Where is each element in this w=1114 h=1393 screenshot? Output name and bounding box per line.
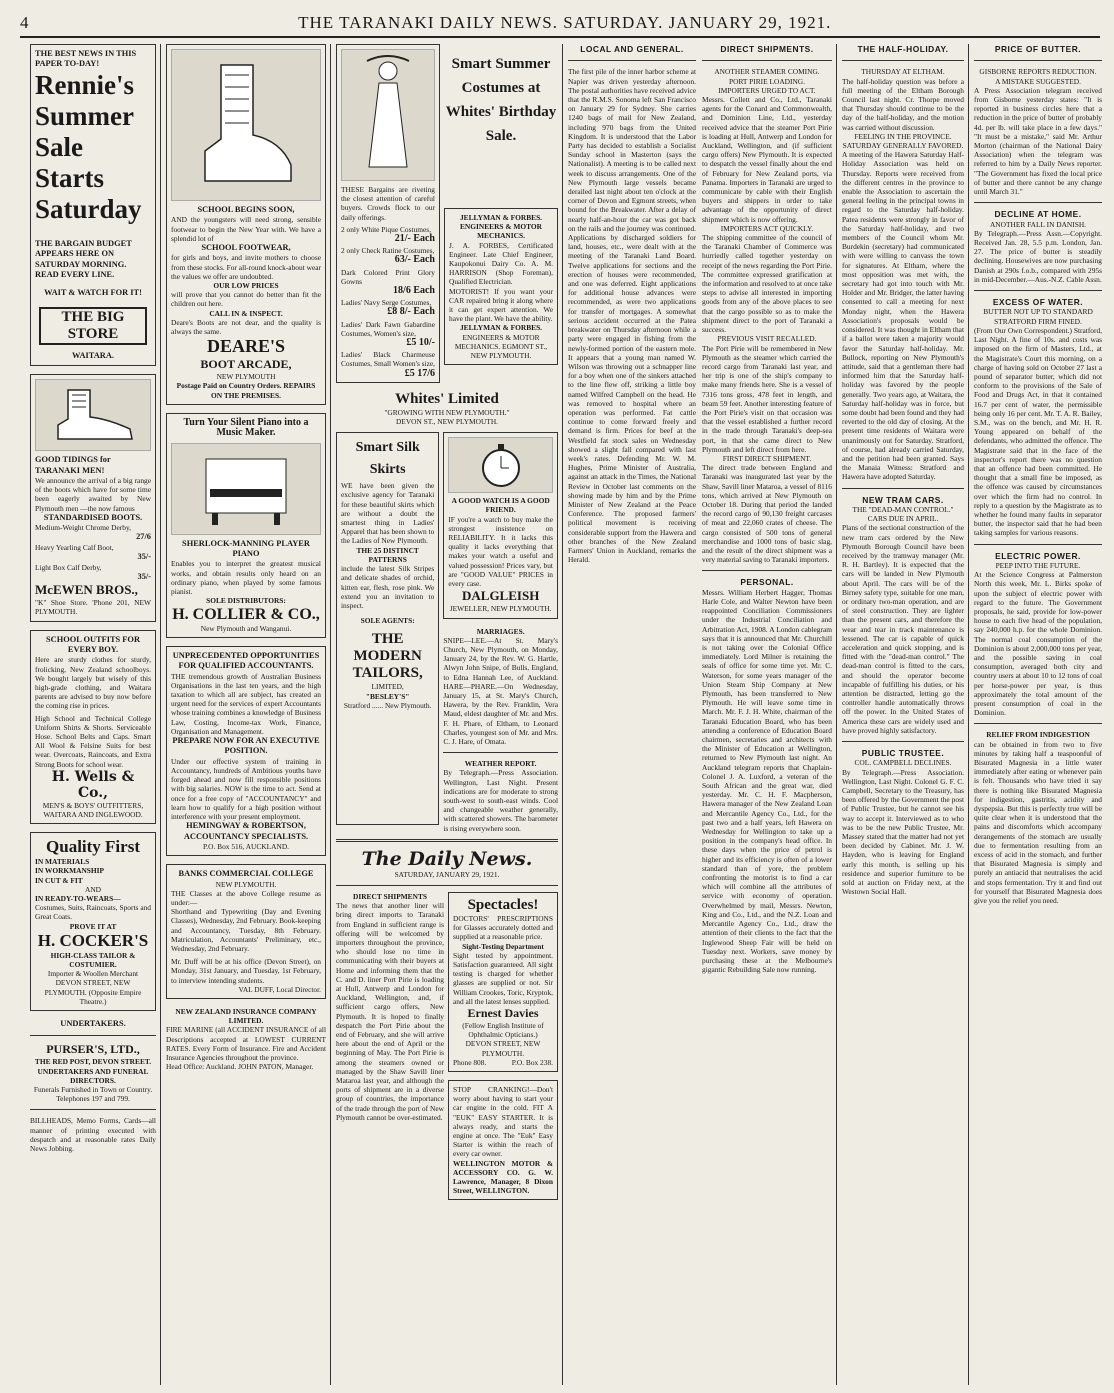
ad-address: "K" Shoe Store. 'Phone 201, NEW PLYMOUTH. (35, 598, 151, 617)
section-heading: DECLINE AT HOME. (994, 209, 1082, 220)
ad-body: SOLE DISTRIBUTORS: (206, 596, 286, 606)
subheading: BUTTER NOT UP TO STANDARD (983, 307, 1093, 317)
ad-heading: Smart Silk Skirts (355, 440, 420, 478)
subheading: PREVIOUS VISIT RECALLED. (717, 334, 817, 344)
price: 35/- (137, 571, 151, 581)
marriages-body: SNIPE—LEE.—At St. Mary's Church, New Plymouth, on Monday, January 24, by the Rev. W. G. Hartle, Alwyn John Snipe, of Bulls, England, to Edna Hannah Lee, of Auckland. HARE—PHARE.—On Wednesday, January 15, at St. Mary's Church, Hawera, by the Rev. Franklin, Vera Maud, eldest daughter of Mr. and Mrs. F. H. Phare, of Eltham, to Leonard Charles, youngest son of Mr. and Mrs. C. J. Hare, of Omata. (443, 635, 558, 746)
column-2 (166, 44, 326, 1385)
price-list-item (341, 246, 435, 264)
masthead-title: THE TARANAKI DAILY NEWS. SATURDAY. JANUARY 29, 1921. (298, 13, 832, 32)
article-body: The Port Pirie will be remembered in New Plymouth as the steamer which carried the record cargo from Taranaki last year, and her trip is one of the ship's company to make many friends here. She is a vessel of 7316 tons gross, 478 feet in length, and beam 59 feet. Another interesting feature of the Port Pirie's visit on that occasion was that the vessel established a further record in the trade through Taranaki's deep-sea port, in that she came direct to New Plymouth and left direct from here. (702, 343, 832, 454)
whites-ad (336, 44, 440, 383)
big-store-ad (30, 44, 156, 366)
ad-address: New Plymouth and Wanganui. (200, 623, 292, 633)
section-heading: LOCAL AND GENERAL. (580, 44, 684, 54)
editorial (336, 892, 444, 1208)
subheading: GISBORNE REPORTS REDUCTION. (979, 67, 1097, 77)
ad-advertiser: McEWEN BROS., (35, 582, 138, 598)
spectacles-ad (448, 892, 558, 1072)
ad-advertiser: THE MODERN TAILORS, (352, 631, 423, 682)
item-description: 2 only Check Ratine Costumes, (341, 246, 435, 256)
column-5 (842, 44, 964, 1385)
ad-product: SHERLOCK-MANNING PLAYER PIANO (182, 538, 310, 559)
billheads-ad: BILLHEADS, Memo Forms, Cards—all manner of printing executed with despatch and at reasonable rates Daily News Jobbing. (30, 1116, 156, 1154)
lady-figure-image (341, 49, 435, 181)
headline-line: Summer (35, 100, 134, 131)
headline-line: Saturday (35, 193, 142, 224)
local-general (568, 44, 696, 1385)
headline-line: Rennie's (35, 69, 135, 100)
price-list (341, 225, 435, 378)
jellyman-ad (444, 208, 558, 365)
section-heading: PERSONAL. (740, 577, 794, 588)
column-rule (968, 44, 969, 1385)
headline-line: Sale (35, 131, 84, 162)
ad-heading: Spectacles! (467, 896, 539, 913)
ad-advertiser: Ernest Davies (467, 1006, 539, 1020)
ad-body: OUR LOW PRICES (213, 281, 279, 291)
newspaper-nameplate: The Daily News. (361, 847, 533, 870)
ad-body: WE have been given the exclusive agency for Taranaki for these beautiful skirts which are without a doubt the smartest thing in Ladies' Apparel that has been shown to the Ladies of New Plymouth. (341, 481, 435, 546)
column-1 (30, 44, 156, 1385)
article-body: At the Science Congress at Palmerston North this week, Mr. L. Birks spoke of upon the subject of electric power with regard to the future. The Government proposals, he said, provide for low-power house to each five head of the population, say 240,000 h.p. for the whole Dominion. The normal coal consumption of the Dominion is about 2,000,000 tons per year, and the possible saving in coal consumption, averaged both city and country users at about 10 to 12 tons of coal per horse-power per year, is thus approximately the total amount of the present consumption of coal in the Dominion. (974, 570, 1102, 718)
ad-tagline: "GROWING WITH NEW PLYMOUTH." (384, 407, 510, 417)
ad-body: AND the youngsters will need strong, sensible footwear to begin the New Year with. We have a splendid lot of (171, 215, 321, 243)
subheading: FEELING IN THE PROVINCE. (854, 131, 952, 141)
price-list-item (341, 268, 435, 296)
ad-heading: SCHOOL OUTFITS FOR EVERY BOY. (45, 634, 140, 654)
ad-body: Shorthand and Typewriting (Day and Evening Classes), Wednesday, 2nd February. Book-keeping and Accountancy, Tuesday, 8th February. Matriculation, Accountants' Preliminary, etc., Wednesday, 2nd February. (171, 907, 321, 954)
subheading: COL. CAMPBELL DECLINES. (854, 758, 952, 768)
price: 35/- (137, 552, 151, 562)
article-body: (From Our Own Correspondent.) Stratford, Last Night. A fine of 10s. and costs was imposed on the firm of Masters, Ltd., at the Magistrate's Court this morning, on a charge of having sold on October 27 last a pound of separator butter, which did not conform to the provisions of the Sale of Food and Drugs Act, in that it contained 16.7 per cent of water, the permissible being only 16 per cent. Mr. T. A. R. Bailey, S.M., was on the bench, and Mr. H. R. Young appeared on behalf of the defendants, who admitted the offence. The Magistrate said that in the face of the inspector's report there was no question that an offence had been committed. He thought that a small fine be imposed, as the offence was caused by circumstances over which the firm had no control. In reply to a question by the Magistrate as to whether he found many faults in separator butter, the inspector said that he had been taking samples for various reasons. (974, 325, 1102, 538)
subheading: ANOTHER FALL IN DANISH. (989, 219, 1087, 229)
shoe-image (171, 49, 321, 201)
ad-address: Stratford ...... New Plymouth. (343, 700, 432, 710)
ad-heading: Smart Summer Costumes at Whites' Birthday Sale. (445, 56, 557, 144)
ad-product: SCHOOL FOOTWEAR, (201, 243, 291, 253)
column-rule (160, 44, 161, 1385)
ad-advertiser: HEMINGWAY & ROBERTSON, ACCOUNTANCY SPECIALISTS. (183, 821, 309, 841)
price-list-item (341, 350, 435, 378)
price-list-item (341, 225, 435, 243)
ad-address: JEWELLER, NEW PLYMOUTH. (449, 604, 552, 614)
piano-image (171, 443, 321, 535)
ad-heading: UNDERTAKERS. (60, 1019, 126, 1029)
ad-body: Mr. Duff will be at his office (Devon Street), on Monday, 31st January, and Tuesday, 1st February, to interview intending students. (171, 957, 321, 985)
collier-ad (166, 413, 326, 638)
ad-heading: A GOOD WATCH IS A GOOD FRIEND. (451, 496, 550, 515)
news-column-3b (443, 432, 558, 833)
ad-body: STOP CRANKING!—Don't worry about having to start your car engine in the cold. FIT A "EUK" EASY STARTER. It is always ready, and starts the engine at once. The "Euk" Easy Starter is within the reach of every car owner. (453, 1085, 553, 1159)
silk-skirts-ad (336, 432, 439, 825)
ad-body: will prove that you cannot do better than fit the children out here. (171, 290, 321, 309)
issue-date: SATURDAY, JANUARY 29, 1921. (394, 869, 500, 879)
article-body: The direct trade between England and Taranaki was inaugurated last year by the Shaw, Savill liner Mataroa, a vessel of 8116 tons, which arrived at New Plymouth on October 18. During that period the landed the record cargo of 90,130 freight carcases of meat and 22,060 crates of cheese. The cargo consisted of 500 tons of general merchandise and 1000 tons of basic slag, and the result of the direct shipment was a very material saving to Taranaki importers. (702, 463, 832, 565)
insurance-ad (166, 1007, 326, 1071)
mcewen-ad (30, 374, 156, 621)
ad-address: THE RED POST, DEVON STREET. (34, 1057, 152, 1067)
ad-address: Importer & Woollen Merchant DEVON STREET, NEW PLYMOUTH. (Opposite Empire Theatre.) (44, 969, 142, 1006)
ad-body: Under our effective system of training in Accountancy, hundreds of Ambitious youths have forged ahead and now fill responsible positions with big salaries. NOW is the time to act. Send at once for a free copy of "ACCOUNTANCY" and learn how to qualify for a high position without interference with your present employment. (171, 756, 321, 821)
masthead (20, 10, 1100, 38)
watch-image (448, 437, 553, 493)
banks-college-ad (166, 864, 326, 999)
section-heading: PRICE OF BUTTER. (994, 44, 1082, 54)
ad-heading: Quality First (46, 837, 140, 857)
deare-ad (166, 44, 326, 405)
subheading: PEEP INTO THE FUTURE. (995, 560, 1081, 570)
ad-body: High School and Technical College Uniform Shirts & Shorts. Serviceable Hose. School Belts and Caps. Smart All Wool & Felsine Suits for best wear. Overcoats, Raincoats, and Extra Strong Boots for school wear. (35, 713, 151, 769)
item-price: 18/6 Each (393, 285, 435, 297)
ad-body: Funerals Furnished in Town or Country. Telephones 197 and 799. (33, 1085, 153, 1104)
ad-body: HIGH-CLASS TAILOR & COSTUMIER. (50, 950, 136, 969)
item-description: 2 only White Pique Costumes, (341, 224, 431, 234)
article-body: can be obtained in from two to five minutes by taking half a teaspoonful of Bisurated Magnesia in a little water immediately after eating or whenever pain is felt. Thousands who have tried it say there is nothing like Bisurated Magnesia for indigestion, gastritis, acidity and dyspepsia. But this is perfectly true will be quite clear when it is understood that the pains and discomforts which accompany derangements of the stomach are usually due to fermentation resulting from an excess of acid in the stomach, and further that Bisurated Magnesia is simply and purely an antiacid that neutralises the acid and stops fermentation. Try it and find out for yourself that Bisurated Magnesia does give you the relief you need. (974, 739, 1102, 906)
subheading: FIRST DIRECT SHIPMENT. (722, 453, 812, 463)
ad-box: P.O. Box 238. (511, 1057, 553, 1067)
ad-body: PROVE IT AT (69, 921, 117, 931)
ad-signature: VAL DUFF, Local Director. (238, 984, 321, 994)
subheading: SATURDAY GENERALLY FAVORED. (842, 141, 964, 151)
subheading: THE "DEAD-MAN CONTROL." (852, 504, 954, 514)
section-heading: EXCESS OF WATER. (992, 297, 1084, 308)
cocker-ad (30, 832, 156, 1011)
ad-body: LIMITED, (371, 682, 404, 692)
ad-body: Heavy Yearling Calf Boot, (35, 542, 114, 552)
whites-ad-col (336, 44, 440, 391)
section-heading: PUBLIC TRUSTEE. (861, 748, 945, 759)
ad-heading: JELLYMAN & FORBES. ENGINEERS & MOTOR MECHANICS. (459, 213, 543, 241)
hemingway-ad (166, 646, 326, 856)
shoe-icon (191, 55, 301, 195)
item-price: 21/- Each (394, 233, 435, 245)
price-list-item (341, 320, 435, 348)
wells-ad (30, 630, 156, 825)
ad-body: THE Classes at the above College resume as under:— (171, 888, 321, 907)
subheading: IMPORTERS ACT QUICKLY. (720, 223, 814, 233)
ad-heading: SCHOOL BEGINS SOON, (197, 205, 295, 214)
page-number: 4 (20, 13, 30, 32)
item-price: £8 8/- Each (387, 306, 435, 318)
column-rule (330, 44, 331, 1385)
motor-accessory-ad (448, 1080, 558, 1200)
ad-body: THESE Bargains are riveting the closest attention of careful buyers. Crowds flock to our daily offerings. (341, 185, 435, 222)
column-4 (568, 44, 832, 1385)
ad-body: FIRE MARINE (all ACCIDENT INSURANCE of all Descriptions accepted at LOWEST CURRENT RATES. Every Form of Insurance. Fire and Accident Insurance Agencies throughout the province. (166, 1025, 326, 1063)
ad-body: Postage Paid on Country Orders. REPAIRS ON THE PREMISES. (176, 381, 316, 400)
item-price: £5 17/6 (404, 367, 435, 379)
article-body: The shipping committee of the council of the Taranaki Chamber of Commerce was hurriedly called together yesterday on receipt of the news regarding the Port Pirie. The committee expressed gratification at the information and resolved to at once take steps to advise all interested in importing goods from any of the above places to see that the cargo possible so as to make the shipment direct to the port of Taranaki a success. (702, 233, 832, 335)
ad-body: PREPARE NOW FOR AN EXECUTIVE POSITION. (172, 735, 320, 756)
local-general-body: The first pile of the inner harbor scheme at Napier was driven yesterday afternoon. The postal authorities have received advice that the R.M.S. Sonoma left San Francisco on January 29 for Sydney. She carries 1240 bags of mail for New Zealand, including 970 bags from the United Kingdom. It is understood that the Labor Party has decided to establish a Socialist Sunday school in Masterton (says the Nationalist). A meeting is to be called next week to discuss arrangements. One of the New Plymouth large vessels became derailed last night about ten o'clock at the corner of Devon and Egmont streets, when bound for the Breakwater. After a delay of nearly half-an-hour the car was got back on the rails and the journey was continued. Applications by discharged soldiers for land, houses, etc., were dealt with at the meeting of the Taranaki Land Board. Twelve applications for sections and the erection of houses were recommended, and one was deferred. Eight applications for additional house advances were recommended, as were two applications for transfer of mortgages. A somewhat serious accident occurred at the Patea breakwater on Thursday afternoon while a party were engaged in fishing from the newly-formed portion of the eastern mole. It appears that a young man named W. Wilson was throwing out a schnapper line for a boy when one of the sinkers attached to the line flew off, striking a little boy named Wilfred Campbell on the head. He was removed to hospital where an operation was performed. Fat cattle continue to come forward freely and demand is firm. Prices for beef at the Westfield fat stock sales on Wednesday showed a slight fall compared with last week's rates. Defending Mr. W. M. Hughes, Prime Minister of Australia, against an attack in the Times, the National Review in October last comments on the showing made by him and by the Prime Minister of New Zealand at the Peace Conference. The proposed farmers' political movement is receiving considerable support from the Hawera and other branches of the New Zealand Farmers' Union in Auckland, remarks the Herald. (568, 67, 696, 565)
ad-body: THE 25 DISTINCT PATTERNS (356, 545, 419, 564)
column-3 (336, 44, 558, 1385)
section-heading: MARRIAGES. (476, 626, 525, 636)
ad-advertiser: WELLINGTON MOTOR & ACCESSORY CO. G. W. Lawrence, Manager, 8 Dixon Street, WELLINGTON. (453, 1158, 553, 1196)
ad-town: WAITARA. (72, 350, 114, 360)
ad-heading: UNPRECEDENTED OPPORTUNITIES FOR QUALIFIED ACCOUNTANTS. (172, 650, 320, 671)
whites-ad-heading-col (444, 44, 558, 391)
boot-image (35, 379, 151, 451)
item-description: Dark Colored Print Glory Gowns (341, 267, 435, 286)
personal-body: Messrs. William Herbert Hagger, Thomas Harle Cole, and Walter Newton have been reappointed Conciliation Commissioners under the Industrial Conciliation and Arbitration Act, 1908. A London cablegram says that it is announced that Mr. Churchill is not taking over the Colonial Office immediately. Lord Milner is retaining the seals of office for some time yet. Mr. C. Waterson, for some years manager of the Union Steam Ship Company at New Plymouth, has been transferred to New Plymouth. He will leave some time in March. Mr. F. J. H. White, chairman of the Taranaki Education Board, who has been attending a conference of Education Board chairmen, secretaries and architects with the Minister of Education at Wellington, returned to New Plymouth last night. An Auckland telegram reports that Chaplain-Colonel J. A. Luxford, a veteran of the South African and the great war, died yesterday. Mr. C. H. F. Macpherson, Hawera manager of the New Zealand Loan and Mercantile Agency Co., Ltd., for the past two and a half years, left Hawera on Wednesday for Wellington to take up a position in the company's head office. In these days when the price of petrol is higher and its efficiency is often of a lower standard than of yore, the problem confronting the motorist is to find a car which will combine all the attributes of service with economy of operation. Overwhelmed by mail, Messrs. Newton, King and Co., Ltd., and the N.Z. Loan and Mercantile Agency Co., Ltd., draw the attention of their clients to the fact that the Inglewood Sheep Fair will be held on Tuesday next. Workers, save money by purchasing these at the Melbourne's gigantic Rebuilding Sale now running. (702, 587, 832, 975)
weather-body: By Telegraph.—Press Association. Wellington, Last Night. Present indications are for moderate to strong south-west to south-east winds. Cool and changeable weather generally, with scattered showers. The barometer is rising everywhere soon. (443, 768, 558, 833)
ad-body: WAIT & WATCH FOR IT! (44, 288, 142, 298)
direct-shipments (702, 44, 832, 1385)
ad-body: Head Office: Auckland. JOHN PATON, Manager. (166, 1062, 314, 1072)
item-price: 63/- Each (394, 254, 435, 266)
subheading: IMPORTERS URGED TO ACT. (718, 85, 816, 95)
ad-body: Costumes, Suits, Raincoats, Sports and Great Coats. (35, 903, 151, 922)
article-body: By Telegraph.—Press Assn.—Copyright. Received Jan. 28, 5.5 p.m. London, Jan. 27. The price of butter is steadily declining. Housewives are now purchasing Danish at 290s f.o.b., compared with 295s in mid-December.—Aus.-N.Z. Cable Assn. (974, 228, 1102, 284)
article-body: Plans of the sectional construction of the new tram cars ordered by the New Plymouth Borough Council have been received by the tramway manager (Mr. R. H. Bartley). It is expected that the cars will be landed in New Plymouth about April. The cars will be of the Birney safety type, suitable for one man, or ordinary two-man operation, and are of steel construction. They are lighter than the present cars, and therefore the wear and tear in track maintenance is lessened. The car is capable of quick acceleration and quick stopping, and is fitted with the "dead-man control." The dead-man control is fitted to the cars, and should the operator become incapable of fulfilling his duties, or his attention be distracted, letting go the controller handle automatically throws off the power. In the United States of America these cars are widely used and have proved highly satisfactory. (842, 523, 964, 735)
ad-body: IN WORKMANSHIP (35, 866, 105, 876)
ad-heading: Turn Your Silent Piano into a Music Maker. (183, 416, 309, 439)
item-description: Ladies' Black Charmeuse Costumes, Small Women's size, (341, 350, 436, 369)
whites-advertiser: Whites' Limited (395, 390, 499, 407)
ad-advertiser: JELLYMAN & FORBES. (459, 323, 543, 333)
ad-body: CALL IN & INSPECT. (209, 308, 283, 318)
ad-address: DEVON STREET, NEW PLYMOUTH. (465, 1039, 541, 1058)
price: 27/6 (136, 532, 151, 542)
lady-figure-icon (353, 55, 423, 175)
ad-body: AND (84, 884, 101, 894)
ad-body: Here are sturdy clothes for sturdy, frolicking, New Zealand schoolboys. We bought largely but wisely of this high-grade clothing, and Waitara parents are advised to buy now before the coming rise in prices. (35, 655, 151, 711)
ad-body: for girls and boys, and invite mothers to choose from these stocks. For all-round knock-about wear the values we offer are undoubted. (171, 253, 321, 281)
ad-advertiser: DALGLEISH (462, 588, 540, 604)
piano-icon (186, 449, 306, 529)
ad-body: J. A. FORBES, Certificated Engineer. Late Chief Engineer, Kaupokonui Dairy Co. A. M. HARRISON (Shop Foreman), Qualified Electrician. (449, 240, 553, 287)
article-body: By Telegraph.—Press Association. Wellington, Last Night. Colonel G. F. C. Campbell, Secretary to the Treasury, has been offered by the Government the post of Public Trustee, but he cannot see his way to accept it. Interviewed as to who was to be the new Public Trustee, Mr. Massey stated that the matter had not yet been decided by Cabinet. Mr. J. W. Hayden, who is leaving for England early this month, is selling up his residence and superior furniture to be sold at auction on Friday next, at the Westown Social Hall. (842, 767, 964, 897)
ad-heading: GOOD TIDINGS for TARANAKI MEN! (35, 455, 111, 475)
section-heading: DIRECT SHIPMENTS. (720, 44, 814, 54)
ad-address: MEN'S & BOYS' OUTFITTERS, WAITARA AND INGLEWOOD. (42, 800, 144, 819)
ad-body: IN CUT & FIT (35, 875, 83, 885)
ad-address: DEVON ST., NEW PLYMOUTH. (395, 417, 499, 427)
store-logo: THE BIG STORE (39, 307, 147, 345)
ad-body: Light Box Calf Derby, (35, 562, 102, 572)
ad-body: include the latest Silk Stripes and delicate shades of orchid, kitten ear, flesh, rose pink. We extend you an invitation to inspect. (341, 564, 435, 610)
ad-town: NEW PLYMOUTH (216, 372, 276, 382)
ad-body: UNDERTAKERS AND FUNERAL DIRECTORS. (37, 1066, 149, 1085)
price-list-item (341, 298, 435, 316)
item-description: Ladies' Navy Serge Costumes, (341, 298, 432, 308)
item-description: Ladies' Dark Fawn Gabardine Costumes, Women's size, (341, 319, 435, 338)
ad-body: DOCTORS' PRESCRIPTIONS for Glasses accurately dotted and supplied at a reasonable price. (453, 913, 553, 942)
ad-body: THE tremendous growth of Australian Business Organisations in the last ten years, and the high taxation to which all are subject, has created an urgent need for the services of expert Accountants whose training combines a knowledge of Business Law, Costing, Income-tax Work, Finance, Organisation and Management. (171, 671, 321, 736)
section-heading: NEW TRAM CARS. (862, 494, 944, 505)
dalgleish-ad (443, 432, 558, 618)
article-body: A meeting of the Hawera Saturday Half-Holiday Association was held on Thursday. Reports were received from the different centres in the province to enable the Association to ascertain the general feeling in the principal towns in regard to the Saturday half-holiday. Patea residents were strongly in favor of the Saturday half-holiday, and two members of the Council whom Mr. Burdekin (secretary) had communicated with were willing to canvass the town for signatures. At Eltham, where the most opposition was met with, the secretary had got into touch with Mr. Holder and Mr. Bridger, the latter having consented to call a meeting for next Monday night, when the Hawera Association's proposals would be considered. It was thought in Eltham that if a ballot were taken a majority would favor the Saturday half-holiday. Mr. Bullock, reporting on New Plymouth's attitude, said that a gentleman there had informed him that the Saturday half-holiday was favored by the people generally. Two years ago, at Waitara, the Saturday half-holiday was in force, but some doubt had been found and they had reverted to the old day of closing. At the present time residents of Waitara were unanimously out for Saturday. Stratford, of course, had already carried Saturday, and the petition had been granted. Says the Manaia Witness: Stratford and Hawera have adopted Saturday. (842, 150, 964, 482)
article-body: Messrs. Collett and Co., Ltd., Taranaki agents for the Conard and Commonwealth, and Dominion Line, Ltd., yesterday received advice that the steamer Port Pirie is loading at Hull, Antwerp and London for Auckland, Wellington, and (if sufficient cargo offers) New Plymouth. It is expected to despatch the vessel finally about the end of February for New Zealand ports, via Panama. Importers in Taranaki are urged to communicate by cable with their English buyers and shippers in order to take advantage of the opportunity of direct shipment which is now offering. (702, 95, 832, 224)
pocket-watch-icon (476, 440, 526, 490)
ad-town: NEW PLYMOUTH. (215, 879, 277, 889)
ad-body: Medium-Weight Chrome Derby, (35, 523, 132, 533)
ad-body: Deare's Boots are not dear, and the quality is always the same. (171, 317, 321, 337)
ad-body: (Fellow English Institute of Ophthalmic Opticians.) (462, 1021, 544, 1040)
ad-advertiser: H. Wells & Co., (51, 768, 135, 801)
subheading: A MISTAKE SUGGESTED. (995, 76, 1081, 86)
subheading: CARS DUE IN APRIL. (867, 514, 939, 524)
ad-body: IN MATERIALS (35, 857, 90, 867)
ad-body: THE BARGAIN BUDGET APPEARS HERE ON SATURDAY MORNING. READ EVERY LINE. (35, 238, 132, 280)
ad-product: STANDARDISED BOOTS. (43, 512, 143, 522)
subheading: STRATFORD FIRM FINED. (994, 316, 1082, 326)
editorial-body: The news that another liner will bring direct imports to Taranaki from England in sufficient range is offering will be welcomed by importers throughout the province, who should lose no time in communicating with their buyers at Home and informing them that the C. and D. liner Port Pirie is loading at Hull, Antwerp and London for Auckland, Wellington, and, if sufficient cargo offers, New Plymouth. It is hoped to finally despatch the Port Pirie about the end of February, and she will arrive here about the end of April or the beginning of May. The Port Pirie is among the steamers owned or managed by the Shaw Savill liner Mataroa last year, and although the ports of shipment are in a diverse group of countries, the importance of the trade through the port of New Plymouth cannot be over-estimated. (336, 901, 444, 1122)
section-heading: THE HALF-HOLIDAY. (857, 44, 949, 54)
ad-tagline: THE BEST NEWS IN THIS PAPER TO-DAY! (35, 49, 137, 69)
column-6 (974, 44, 1102, 1385)
ad-advertiser: H. COLLIER & CO., (172, 605, 320, 623)
ad-body: BOOT ARCADE, (200, 357, 292, 372)
section-heading: WEATHER REPORT. (464, 759, 537, 769)
ad-address: P.O. Box 516, AUCKLAND. (202, 841, 290, 851)
ad-advertiser: PURSER'S, LTD., (46, 1042, 140, 1057)
article-body: A Press Association telegram received from Gisborne yesterday states: "It is reported in business circles here that a reduction in the price of butter of probably 4d. per lb. will take place in a few days." "It must be a mistake," said Mr. Arthur Morton (chairman of the National Dairy Association) when the telegram was referred to him by a Daily News reporter. "The Government has fixed the local price of butter and there cannot be any change until March 31." (974, 85, 1102, 197)
ad-body: IF you're a watch to buy make the strongest insistence on RELIABILITY. It it lacks this quality it lacks everything that makes your watch a useful and valued possession! Prices vary, but are "GOOD VALUE" PRICES in every case. (448, 514, 553, 589)
column-rule (836, 44, 837, 1385)
ad-phone: Phone 808. (453, 1057, 487, 1067)
ad-body: MOTORIST! If you want your CAR repaired bring it along where it can get expert attention. We have the plant. We have the ability. (449, 286, 553, 324)
ad-body: We announce the arrival of a big range of the boots which have for some time been eagerly awaited by New Plymouth men —the now famous (35, 476, 151, 513)
item-price: £5 10/- (406, 337, 435, 349)
ad-advertiser: H. COCKER'S (37, 930, 149, 950)
subheading: PORT PIRIE LOADING. (729, 76, 805, 86)
ad-heading: BANKS COMMERCIAL COLLEGE (178, 869, 314, 879)
headline-line: Starts (35, 162, 104, 193)
boot-icon (48, 385, 138, 445)
ad-address: ENGINEERS & MOTOR MECHANICS. EGMONT ST., NEW PLYMOUTH. (454, 332, 548, 361)
ad-body: Sight-Testing Department (462, 941, 544, 951)
undertakers-ad (30, 1019, 156, 1153)
subheading: ANOTHER STEAMER COMING. (714, 67, 820, 77)
section-heading: DIRECT SHIPMENTS (353, 891, 427, 901)
ad-advertiser: DEARE'S (206, 336, 286, 357)
ad-body: SOLE AGENTS: (360, 616, 415, 626)
spectacles-column (448, 892, 558, 1208)
subheading: THURSDAY AT ELTHAM. (861, 67, 945, 77)
article-body: The half-holiday question was before a full meeting of the Eltham Borough Council last night. Cr. Thorpe moved that Thursday should continue to be the day of the half-holiday, and the motion was carried without discussion. (842, 76, 964, 132)
section-heading: RELIEF FROM INDIGESTION (986, 730, 1090, 740)
ad-body: Sight tested by appointment. Satisfaction guaranteed. All sight testing is charged for whether glasses are supplied or not. Sir William Crookes, Toric, Kryptok, and all the latest lenses supplied. (453, 950, 553, 1006)
ad-body: "BESLEY'S" (365, 691, 410, 701)
column-rule (562, 44, 563, 1385)
section-heading: ELECTRIC POWER. (995, 550, 1081, 561)
ad-heading: NEW ZEALAND INSURANCE COMPANY LIMITED. (175, 1007, 317, 1026)
ad-body: Enables you to interpret the greatest musical works, and obtain results only heard on an ordinary piano, when played by some famous pianist. (171, 559, 321, 597)
ad-body: IN READY-TO-WEARS— (35, 893, 121, 903)
